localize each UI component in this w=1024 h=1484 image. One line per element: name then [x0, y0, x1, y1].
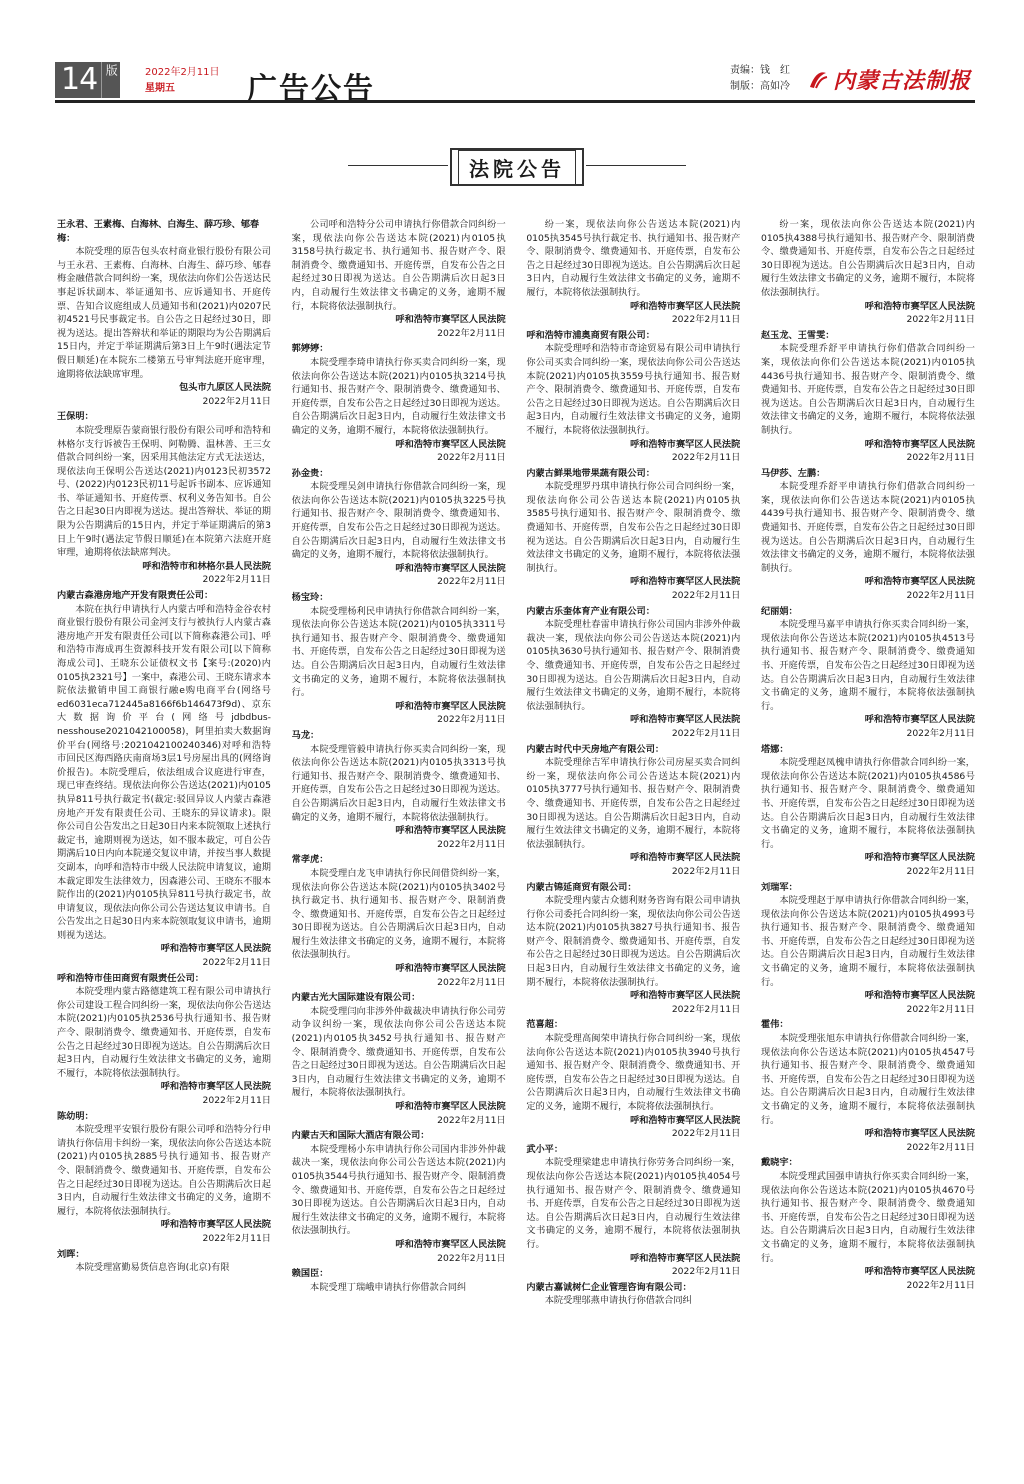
issuing-court: 呼和浩特市赛罕区人民法院 [864, 576, 975, 588]
court-notice [761, 467, 975, 603]
notice-date: 2022年2月11日 [202, 1232, 271, 1244]
notice-body: 本院受理武国强申请执行你买卖合同纠纷一案，现依法向你公告送达本院(2021)内0105执4670号执行通知书、报告财产令、限制消费令、缴费通知书、开庭传票，自发布公告之日起经过30日即视为送达。自公告期满后次日起3日内，自动履行生效法律文书确定的义务，逾期不履行，本院将依法强制执行。 [760, 1170, 975, 1264]
notice-date: 2022年2月11日 [202, 395, 271, 407]
notice-date: 2022年2月11日 [671, 452, 741, 464]
notice-date: 2022年2月11日 [437, 327, 506, 339]
notice-body: 本院受理呼和浩特市奇途贸易有限公司申请执行你公司买卖合同纠纷一案，现依法向你公司公告送达本院(2021)内0105执3559号执行通知书、报告财产令、限制消费令、缴费通知书、开庭传票，自发布公告之日起经过30日即视为送达。自公告期满后次日起3日内，自动履行生效法律文书确定的义务，逾期不履行，本院将依法强制执行。 [526, 343, 741, 436]
court-notice [526, 1143, 740, 1279]
court-notice [761, 1018, 975, 1154]
notice-date: 2022年2月11日 [671, 1003, 741, 1015]
producer: 制版：高如冷 [730, 81, 790, 92]
notice-body: 本院受理杜春雷申请执行你公司国内非涉外仲裁裁决一案，现依法向你公司公告送达本院(2021)内0105执3630号执行通知书、报告财产令、限制消费令、缴费通知书、开庭传票，自发布公告之日起经过30日即视为送达。自公告期满后次日起3日内，自动履行生效法律文书确定的义务，逾期不履行，本院将依法强制执行。 [526, 619, 741, 712]
court-notice [57, 218, 271, 408]
notice-addressee: 杨宝玲： [291, 592, 329, 604]
issuing-court: 呼和浩特市赛罕区人民法院 [630, 714, 741, 726]
court-notice [292, 853, 506, 989]
notice-body: 本院受理的原告包头农村商业银行股份有限公司与王永君、王素梅、白海林、白海生、薛巧珍、郇春梅金融借款合同纠纷一案，现依法向你们公告送达民事起诉状副本、举证通知书、应诉通知书、开庭传票、告知合议庭组成人员通知书和(2021)内0207民初4521号民事裁定书。自公告之日起经过30日，即视为送达。提出答辩状和举证的期限均为公告期满后15日内，并定于举证期满后第3日上午9时(遇法定节假日顺延)在本院东二楼第五号审判法庭开庭审理，逾期将依法缺席审理。 [57, 246, 271, 380]
court-notice [761, 743, 975, 879]
banner-title: 法院公告 [458, 150, 576, 185]
masthead [55, 62, 975, 107]
notice-addressee: 王保明： [57, 411, 94, 423]
issuing-court: 包头市九原区人民法院 [179, 382, 271, 394]
notice-date: 2022年2月11日 [437, 1252, 506, 1264]
notice-addressee: 常孝虎： [291, 854, 329, 866]
notice-addressee: 孙金贵： [291, 467, 329, 479]
court-notice [761, 218, 975, 327]
editor: 责编：钱 红 [730, 65, 790, 76]
notice-addressee: 霍伟： [760, 1019, 789, 1031]
notice-body: 本院受理内蒙古众德利财务咨询有限公司申请执行你公司委托合同纠纷一案，现依法向你公司公告送达本院(2021)内0105执3827号执行通知书、报告财产令、限制消费令、缴费通知书、开庭传票，自发布公告之日起经过30日即视为送达。自公告期满后次日起3日内，自动履行生效法律文书确定的义务，逾期不履行，本院将依法强制执行。 [526, 895, 741, 988]
issue-date-block [145, 66, 220, 96]
notice-body: 纷一案，现依法向你公告送达本院(2021)内0105执3545号执行裁定书、执行通知书、报告财产令、限制消费令、缴费通知书、开庭传票，自发布公告之日起经过30日即视为送达。自公告期满后次日起3日内，自动履行生效法律文书确定的义务，逾期不履行，本院将依法强制执行。 [526, 219, 741, 298]
notice-addressee: 马伊莎、左鹏： [760, 467, 826, 479]
notice-addressee: 赵玉龙、王雪雯： [760, 329, 835, 341]
court-notice [292, 467, 506, 589]
notice-body: 本院受理乔舒平申请执行你们借款合同纠纷一案，现依法向你们公告送达本院(2021)内0105执4436号执行通知书、报告财产令、限制消费令、缴费通知书、开庭传票，自发布公告之日起经过30日即视为送达。自公告期满后次日起3日内，自动履行生效法律文书确定的义务，逾期不履行，本院将依法强制执行。 [760, 343, 975, 436]
issuing-court: 呼和浩特市赛罕区人民法院 [395, 825, 506, 837]
notice-addressee: 马龙： [291, 729, 320, 741]
notice-addressee: 塔娜： [760, 743, 789, 755]
notice-addressee: 内蒙古光大国际建设有限公司： [291, 992, 421, 1004]
notice-body: 本院受理邬燕申请执行你借款合同纠 [544, 1295, 692, 1307]
notice-body: 本院受理罗丹琪申请执行你公司合同纠纷一案，现依法向你公司公告送达本院(2021)内0105执3585号执行通知书、报告财产令、限制消费令、缴费通知书、开庭传票，自发布公告之日起经过30日即视为送达。自公告期满后次日起3日内，自动履行生效法律文书确定的义务，逾期不履行，本院将依法强制执行。 [526, 481, 741, 574]
logo-icon [807, 69, 829, 91]
issuing-court: 呼和浩特市赛罕区人民法院 [864, 438, 975, 450]
notice-body: 公司呼和浩特分公司申请执行你借款合同纠纷一案，现依法向你公告送达本院(2021)内0105执3158号执行裁定书、执行通知书、报告财产令、限制消费令、缴费通知书、开庭传票，自发布公告之日起经过30日即视为送达。自公告期满后次日起3日内，自动履行生效法律文书确定的义务，逾期不履行，本院将依法强制执行。 [291, 219, 506, 312]
notice-addressee: 内蒙古时代中天房地产有限公司： [526, 743, 665, 755]
court-notice [57, 972, 271, 1108]
notice-body: 本院受理丁瑞峨申请执行你借款合同纠 [310, 1281, 467, 1293]
notice-date: 2022年2月11日 [671, 590, 741, 602]
issuing-court: 呼和浩特市赛罕区人民法院 [630, 990, 741, 1002]
notice-body: 本院受理闫向非涉外仲裁裁决申请执行你公司劳动争议纠纷一案，现依法向你公司公告送达本院(2021)内0105执3452号执行通知书、报告财产令、限制消费令、缴费通知书、开庭传票，自发布公告之日起经过30日即视为送达。自公告期满后次日起3日内，自动履行生效法律文书确定的义务，逾期不履行，本院将依法强制执行。 [291, 1005, 506, 1099]
section-title: 广告公告 [247, 72, 375, 107]
notice-addressee: 呼和浩特市佳田商贸有限责任公司： [57, 972, 204, 984]
section-banner [450, 148, 584, 186]
notice-body: 本院受理杨利民申请执行你借款合同纠纷一案，现依法向你公告送达本院(2021)内0105执3311号执行通知书、报告财产令、限制消费令、缴费通知书、开庭传票，自发布公告之日起经过30日即视为送达。自公告期满后次日起3日内，自动履行生效法律文书确定的义务，逾期不履行，本院将依法强制执行。 [291, 605, 506, 699]
notice-addressee: 内蒙古鲜果地带果蔬有限公司： [526, 467, 655, 479]
notice-addressee: 内蒙古森港房地产开发有限责任公司： [57, 590, 214, 602]
notice-date: 2022年2月11日 [906, 1279, 975, 1291]
court-notice [526, 743, 740, 879]
court-notice [526, 329, 740, 465]
notice-addressee: 内蒙古天和国际大酒店有限公司： [291, 1130, 430, 1142]
notice-body: 本院受理平安银行股份有限公司呼和浩特分行申请执行你信用卡纠纷一案，现依法向你公告送达本院(2021)内0105执2885号执行通知书、报告财产令、限制消费令、缴费通知书、开庭传票，自发布公告之日起经过30日即视为送达。自公告期满后次日起3日内，自动履行生效法律文书确定的义务，逾期不履行，本院将依法强制执行。 [57, 1124, 271, 1217]
notice-body: 本院受理乔舒平申请执行你们借款合同纠纷一案，现依法向你们公告送达本院(2021)内0105执4439号执行通知书、报告财产令、限制消费令、缴费通知书、开庭传票，自发布公告之日起经过30日即视为送达。自公告期满后次日起3日内，自动履行生效法律文书确定的义务，逾期不履行，本院将依法强制执行。 [760, 481, 975, 574]
court-notice [292, 218, 506, 340]
notice-date: 2022年2月11日 [906, 1141, 975, 1153]
issuing-court: 呼和浩特市赛罕区人民法院 [395, 700, 506, 712]
notice-addressee: 陈幼明： [57, 1110, 94, 1122]
notice-body: 本院在执行申请执行人内蒙古呼和浩特金谷农村商业银行股份有限公司金河支行与被执行人内蒙古森港房地产开发有限责任公司[以下简称森港公司]、呼和浩特市海成再生资源科技开发有限公司[以下简称海成公司]、王晓东公证债权文书【案号:(2020)内0105执2321号】一案中，森港公司、王晓东请求本院依法撤销申国工商银行融e购电商平台(网络号ed6031eca712445a8166f6b146473f9d)、京东大数据询价平台(网络号jdbdbus-nesshouse2021042100058)，阿里拍卖大数据询价平台(网络号:2021042100240346)对呼和浩特市回民区海西路庆南商场3层1号房屋出具的(网络询价报告)。本院受理后，依法组成合议庭进行审查，现已审查终结。现依法向你公告送达(2021)内0105执异811号执行裁定书(裁定:驳回异议人内蒙古森港房地产开发有限责任公司、王晓东的异议请求)。限你公司自公告发出之日起30日内来本院领取上述执行裁定书，逾期则视为送达，如不服本裁定，可自公告期满后10日内向本院递交复议申请，并按当事人数提交副本，向呼和浩特市中级人民法院申请复议，逾期本裁定即发生法律效力，因森港公司、王晓东不服本院作出的(2021)内0105执异811号执行裁定书，故申请复议，现依法向你公司公告送达复议申请书。自公告发出之日起30日内来本院领取复议申请书，逾期则视为送达。 [57, 603, 271, 941]
notice-date: 2022年2月11日 [671, 1128, 741, 1140]
notice-body: 本院受理李琦申请执行你买卖合同纠纷一案，现依法向你公告送达本院(2021)内0105执3214号执行通知书、报告财产令、限制消费令、缴费通知书、开庭传票，自发布公告之日起经过30日即视为送达。自公告期满后次日起3日内，自动履行生效法律文书确定的义务，逾期不履行，本院将依法强制执行。 [291, 356, 506, 436]
court-notice [761, 881, 975, 1017]
notice-addressee: 纪丽娟： [760, 605, 798, 617]
notice-date: 2022年2月11日 [437, 714, 506, 726]
notice-columns [57, 218, 975, 1484]
notice-body: 本院受理白龙飞申请执行你民间借贷纠纷一案，现依法向你公告送达本院(2021)内0105执3402号执行裁定书、执行通知书、报告财产令、限制消费令、缴费通知书、开庭传票，自发布公告之日起经过30日即视为送达。自公告期满后次日起3日内，自动履行生效法律文书确定的义务，逾期不履行，本院将依法强制执行。 [291, 867, 506, 961]
issuing-court: 呼和浩特市赛罕区人民法院 [630, 300, 741, 312]
court-notice [292, 1267, 506, 1294]
issuing-court: 呼和浩特市赛罕区人民法院 [864, 990, 975, 1002]
issuing-court: 呼和浩特市赛罕区人民法院 [630, 438, 741, 450]
court-notice [57, 1248, 271, 1275]
logo-text: 内蒙古法制报 [833, 68, 972, 94]
notice-body: 本院受理高闽荣申请执行你合同纠纷一案，现依法向你公告送达本院(2021)内0105执3940号执行通知书、报告财产令、限制消费令、缴费通知书、开庭传票，自发布公告之日起经过30日即视为送达。自公告期满后次日起3日内，自动履行生效法律文书确定的义务，逾期不履行，本院将依法强制执行。 [526, 1033, 741, 1112]
notice-body: 本院受理杨小东申请执行你公司国内非涉外仲裁裁决一案，现依法向你公司公告送达本院(2021)内0105执3544号执行通知书、报告财产令、限制消费令、缴费通知书、开庭传票，自发布公告之日起经过30日即视为送达。自公告期满后次日起3日内，自动履行生效法律文书确定的义务，逾期不履行，本院将依法强制执行。 [291, 1143, 506, 1237]
notice-addressee: 刘瑞军： [760, 881, 798, 893]
notice-addressee: 内蒙古嘉诚树仁企业管理咨询有限公司： [526, 1281, 692, 1293]
court-notice [761, 1156, 975, 1292]
issuing-court: 呼和浩特市赛罕区人民法院 [630, 852, 741, 864]
issuing-court: 呼和浩特市赛罕区人民法院 [395, 438, 506, 450]
page-number-box [55, 62, 120, 98]
notice-body: 本院受理马嘉平申请执行你买卖合同纠纷一案，现依法向你公告送达本院(2021)内0105执4513号执行通知书、报告财产令、限制消费令、缴费通知书、开庭传票，自发布公告之日起经过30日即视为送达。自公告期满后次日起3日内，自动履行生效法律文书确定的义务，逾期不履行，本院将依法强制执行。 [760, 619, 975, 712]
notice-addressee: 郭婷婷： [291, 343, 329, 355]
notice-date: 2022年2月11日 [202, 957, 271, 969]
notice-addressee: 武小平： [526, 1143, 564, 1155]
court-notice [526, 218, 740, 327]
notice-addressee: 内蒙古锦延商贸有限公司： [526, 881, 637, 893]
issuing-court: 呼和浩特市赛罕区人民法院 [864, 852, 975, 864]
court-notice [526, 467, 740, 603]
issuing-court: 呼和浩特市赛罕区人民法院 [395, 1101, 506, 1112]
notice-body: 本院受理吴剑申请执行你借款合同纠纷一案，现依法向你公告送达本院(2021)内0105执3225号执行通知书、报告财产令、限制消费令、缴费通知书、开庭传票，自发布公告之日起经过30日即视为送达。自公告期满后次日起3日内，自动履行生效法律文书确定的义务，逾期不履行，本院将依法强制执行。 [291, 481, 506, 561]
notice-body: 本院受理原告蒙商银行股份有限公司呼和浩特和林格尔支行诉被告王保明、阿勒腾、温林善、王三女借款合同纠纷一案，因采用其他法定方式无法送达，现依法向王保明公告送达(2021)内0123民初3572号、(2022)内0123民初11号起诉书副本、应诉通知书、举证通知书、开庭传票、权利义务告知书。自公告之日起30日内即视为送达。提出答辩状、举证的期限为公告期满后的15日内，并定于举证期满后的第3日上午9时(遇法定节假日顺延)在本院第六法庭开庭审理，逾期将依法缺席判决。 [57, 424, 271, 559]
issuing-court: 呼和浩特市赛罕区人民法院 [630, 1252, 741, 1264]
column-1 [57, 218, 271, 1484]
court-notice [57, 589, 271, 970]
column-2 [292, 218, 506, 1484]
notice-date: 2022年2月11日 [671, 314, 741, 326]
court-notice [292, 591, 506, 727]
court-notice [292, 729, 506, 851]
issuing-court: 呼和浩特市赛罕区人民法院 [864, 714, 975, 726]
page-unit: 版 [101, 62, 120, 98]
notice-body: 本院受理梁建忠申请执行你劳务合同纠纷一案，现依法向你公告送达本院(2021)内0105执4054号执行通知书、报告财产令、限制消费令、缴费通知书、开庭传票，自发布公告之日起经过30日即视为送达。自公告期满后次日起3日内，自动履行生效法律文书确定的义务，逾期不履行，本院将依法强制执行。 [526, 1157, 741, 1250]
newspaper-logo [807, 64, 971, 95]
issuing-court: 呼和浩特市赛罕区人民法院 [864, 1266, 975, 1278]
notice-body: 本院受理徐吉军申请执行你公司房屋买卖合同纠纷一案，现依法向你公司公告送达本院(2021)内0105执3777号执行通知书、报告财产令、限制消费令、缴费通知书、开庭传票，自发布公告之日起经过30日即视为送达。自公告期满后次日起3日内，自动履行生效法律文书确定的义务，逾期不履行，本院将依法强制执行。 [526, 757, 741, 850]
issuing-court: 呼和浩特市赛罕区人民法院 [864, 1128, 975, 1140]
court-notice [526, 881, 740, 1017]
notice-body: 本院受理赵于厚申请执行你借款合同纠纷一案，现依法向你公告送达本院(2021)内0105执4993号执行通知书、报告财产令、限制消费令、缴费通知书、开庭传票，自发布公告之日起经过30日即视为送达。自公告期满后次日起3日内，自动履行生效法律文书确定的义务，逾期不履行，本院将依法强制执行。 [760, 895, 975, 988]
notice-addressee: 赖国臣： [291, 1268, 329, 1280]
notice-date: 2022年2月11日 [437, 1114, 506, 1126]
notice-body: 本院受理富勤易货信息咨询(北京)有限 [75, 1262, 230, 1274]
notice-date: 2022年2月11日 [202, 1095, 271, 1106]
editor-credits [730, 63, 790, 95]
notice-addressee: 戴晓宇： [760, 1157, 798, 1169]
issuing-court: 呼和浩特市赛罕区人民法院 [630, 1114, 741, 1126]
notice-body: 纷一案，现依法向你公告送达本院(2021)内0105执4388号执行通知书、报告财产令、限制消费令、缴费通知书、开庭传票，自发布公告之日起经过30日即视为送达。自公告期满后次日起3日内，自动履行生效法律文书确定的义务，逾期不履行，本院将依法强制执行。 [760, 219, 975, 298]
notice-date: 2022年2月11日 [906, 727, 975, 739]
issuing-court: 呼和浩特市赛罕区人民法院 [160, 943, 271, 955]
issuing-court: 呼和浩特市赛罕区人民法院 [395, 963, 506, 975]
notice-body: 本院受理赵凤槐申请执行你借款合同纠纷一案，现依法向你公告送达本院(2021)内0105执4586号执行通知书、报告财产令、限制消费令、缴费通知书、开庭传票，自发布公告之日起经过30日即视为送达。自公告期满后次日起3日内，自动履行生效法律文书确定的义务，逾期不履行，本院将依法强制执行。 [760, 757, 975, 850]
notice-date: 2022年2月11日 [671, 1266, 741, 1278]
notice-body: 本院受理内蒙古路德建筑工程有限公司申请执行你公司建设工程合同纠纷一案，现依法向你公告送达本院(2021)内0105执2536号执行通知书、报告财产令、限制消费令、缴费通知书、开庭传票，自发布公告之日起经过30日即视为送达。自公告期满后次日起3日内，自动履行生效法律文书确定的义务，逾期不履行，本院将依法强制执行。 [57, 986, 271, 1079]
notice-date: 2022年2月11日 [437, 452, 506, 464]
issue-weekday: 星期五 [145, 83, 175, 94]
issue-date: 2022年2月11日 [145, 67, 220, 78]
page-number: 14 [55, 62, 101, 98]
court-notice [526, 605, 740, 741]
column-4 [761, 218, 975, 1484]
notice-date: 2022年2月11日 [906, 452, 975, 464]
issuing-court: 呼和浩特市赛罕区人民法院 [160, 1219, 271, 1231]
notice-addressee: 刘晖： [57, 1248, 85, 1260]
issuing-court: 呼和浩特市赛罕区人民法院 [395, 314, 506, 326]
court-notice [57, 410, 271, 587]
notice-date: 2022年2月11日 [437, 976, 506, 988]
header-rule [55, 100, 975, 103]
issuing-court: 呼和浩特市赛罕区人民法院 [395, 562, 506, 574]
issuing-court: 呼和浩特市赛罕区人民法院 [864, 300, 975, 312]
column-3 [526, 218, 740, 1484]
court-notice [761, 605, 975, 741]
notice-addressee: 王永君、王素梅、白海林、白海生、薛巧珍、郇春梅： [57, 219, 260, 244]
notice-date: 2022年2月11日 [906, 1003, 975, 1015]
court-notice [761, 329, 975, 465]
court-notice [526, 1018, 740, 1140]
notice-date: 2022年2月11日 [906, 314, 975, 326]
notice-date: 2022年2月11日 [437, 838, 506, 850]
issuing-court: 呼和浩特市赛罕区人民法院 [160, 1081, 271, 1093]
notice-date: 2022年2月11日 [671, 727, 741, 739]
notice-addressee: 内蒙古乐奎体育产业有限公司： [526, 605, 655, 617]
notice-date: 2022年2月11日 [202, 574, 271, 586]
notice-addressee: 呼和浩特市浦奥商贸有限公司： [526, 329, 655, 341]
court-notice [292, 1129, 506, 1265]
notice-date: 2022年2月11日 [906, 865, 975, 877]
notice-date: 2022年2月11日 [437, 576, 506, 588]
notice-body: 本院受理管毅申请执行你买卖合同纠纷一案，现依法向你公告送达本院(2021)内0105执3313号执行通知书、报告财产令、限制消费令、缴费通知书、开庭传票，自发布公告之日起经过30日即视为送达。自公告期满后次日起3日内，自动履行生效法律文书确定的义务，逾期不履行，本院将依法强制执行。 [291, 743, 506, 823]
court-notice [292, 991, 506, 1127]
issuing-court: 呼和浩特市赛罕区人民法院 [630, 576, 741, 588]
court-notice [57, 1110, 271, 1246]
court-notice [526, 1281, 740, 1308]
notice-date: 2022年2月11日 [906, 590, 975, 602]
court-notice [292, 342, 506, 464]
issuing-court: 呼和浩特市赛罕区人民法院 [395, 1238, 506, 1250]
notice-addressee: 范喜超： [526, 1019, 564, 1031]
notice-date: 2022年2月11日 [671, 865, 741, 877]
issuing-court: 呼和浩特市和林格尔县人民法院 [142, 560, 271, 572]
notice-body: 本院受理张旭东申请执行你借款合同纠纷一案，现依法向你公告送达本院(2021)内0105执4547号执行通知书、报告财产令、限制消费令、缴费通知书、开庭传票，自发布公告之日起经过30日即视为送达。自公告期满后次日起3日内，自动履行生效法律文书确定的义务，逾期不履行，本院将依法强制执行。 [760, 1033, 975, 1126]
